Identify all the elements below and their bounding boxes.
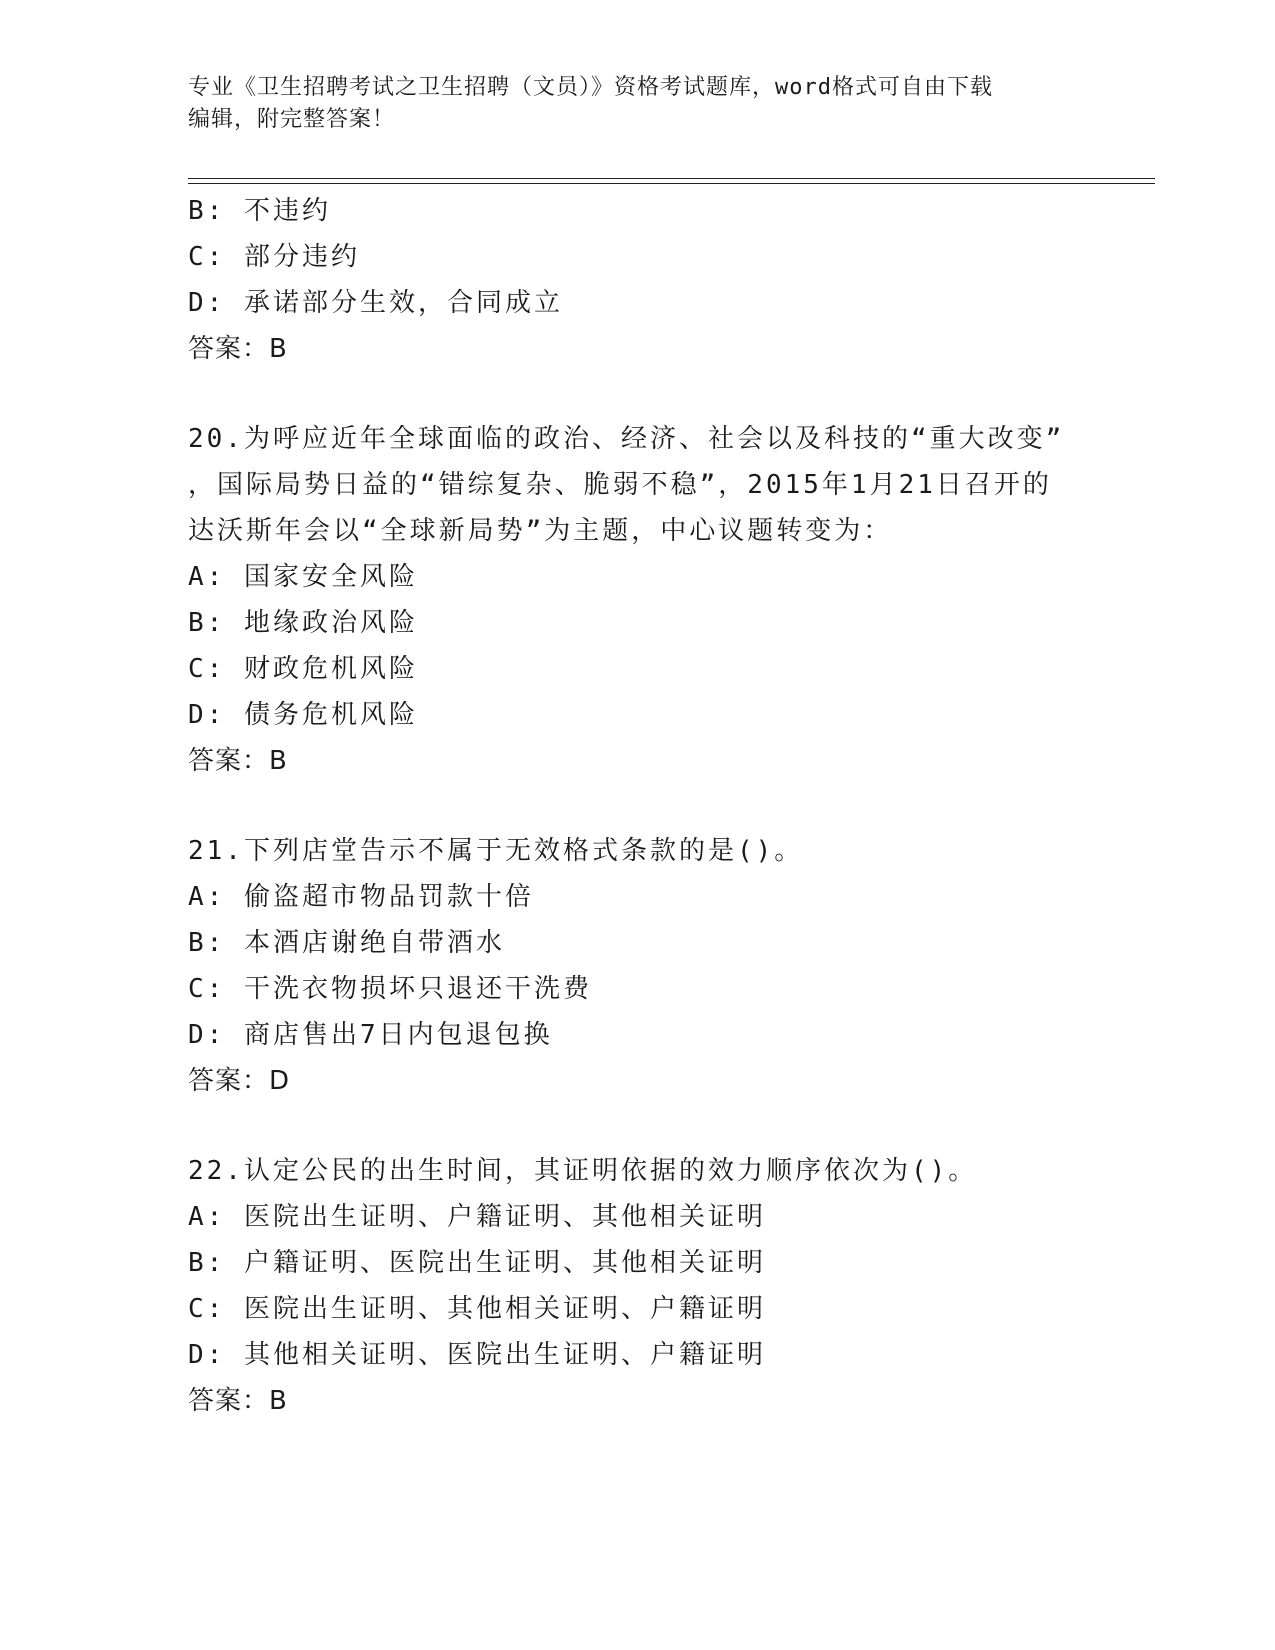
option-d: D: 债务危机风险	[188, 700, 418, 730]
question-21	[188, 828, 1088, 1104]
answer-line: 答案：B	[188, 1386, 288, 1416]
answer-line: 答案：B	[188, 334, 288, 364]
option-d: D: 承诺部分生效，合同成立	[188, 288, 563, 318]
question-20	[188, 416, 1088, 784]
answer-line: 答案：D	[188, 1066, 291, 1096]
question-stem-line: 21.下列店堂告示不属于无效格式条款的是()。	[188, 836, 804, 866]
header-divider-bottom	[188, 183, 1155, 184]
document-header	[188, 72, 1088, 136]
answer-line: 答案：B	[188, 746, 288, 776]
option-a: A: 国家安全风险	[188, 562, 418, 592]
option-c: C: 干洗衣物损坏只退还干洗费	[188, 974, 592, 1004]
question-content	[188, 188, 1088, 1424]
option-c: C: 财政危机风险	[188, 654, 418, 684]
option-b: B: 本酒店谢绝自带酒水	[188, 928, 505, 958]
header-line-1: 专业《卫生招聘考试之卫生招聘（文员）》资格考试题库，word格式可自由下载	[188, 75, 993, 100]
option-c: C: 部分违约	[188, 242, 360, 272]
option-b: B: 不违约	[188, 196, 331, 226]
header-divider-top	[188, 178, 1155, 179]
question-stem-line: 20.为呼应近年全球面临的政治、经济、社会以及科技的“重大改变”	[188, 424, 1065, 454]
question-stem-line: 达沃斯年会以“全球新局势”为主题，中心议题转变为：	[188, 516, 893, 546]
option-c: C: 医院出生证明、其他相关证明、户籍证明	[188, 1294, 766, 1324]
question-stem-line: ，国际局势日益的“错综复杂、脆弱不稳”，2015年1月21日召开的	[188, 470, 1052, 500]
option-a: A: 偷盗超市物品罚款十倍	[188, 882, 534, 912]
question-stem-line: 22.认定公民的出生时间，其证明依据的效力顺序依次为()。	[188, 1156, 978, 1186]
option-b: B: 地缘政治风险	[188, 608, 418, 638]
header-line-2: 编辑，附完整答案！	[188, 107, 396, 132]
option-d: D: 商店售出7日内包退包换	[188, 1020, 553, 1050]
option-d: D: 其他相关证明、医院出生证明、户籍证明	[188, 1340, 766, 1370]
question-22	[188, 1148, 1088, 1424]
previous-question-block	[188, 188, 1088, 372]
option-b: B: 户籍证明、医院出生证明、其他相关证明	[188, 1248, 766, 1278]
option-a: A: 医院出生证明、户籍证明、其他相关证明	[188, 1202, 766, 1232]
